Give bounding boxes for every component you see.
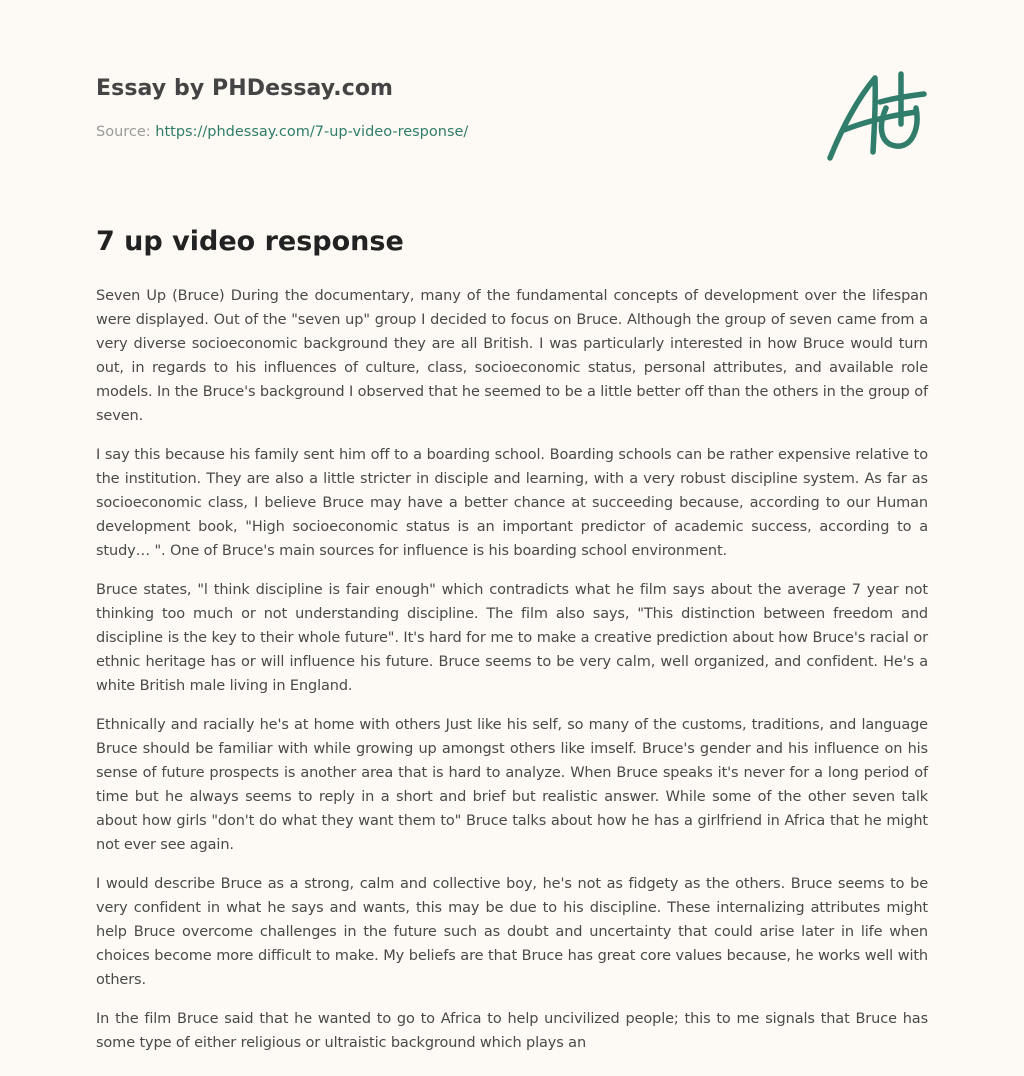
essay-title: 7 up video response	[96, 226, 404, 257]
site-brand: Essay by PHDessay.com	[96, 76, 394, 101]
source-link[interactable]: https://phdessay.com/7-up-video-response/	[155, 124, 469, 140]
essay-paragraph: I would describe Bruce as a strong, calm and collective boy, he's not as fidgety as the others. Bruce seems to be very confident in what he says and wants, this may be due to his discipline. These internalizing attributes might help Bruce overcome challenges in the future such as doubt and uncertainty that could arise later in life when choices become more difficult to make. My beliefs are that Bruce has great core values because, he works well with others.	[96, 876, 928, 988]
essay-paragraph: Bruce states, "l think discipline is fair enough" which contradicts what he film says about the average 7 year not thinking too much or not understanding discipline. The film also says, "This distinction between freedom and discipline is the key to their whole future". It's hard for me to make a creative prediction about how Bruce's racial or ethnic heritage has or will influence his future. Bruce seems to be very calm, well organized, and confident. He's a white British male living in England.	[96, 582, 928, 694]
essay-body	[96, 284, 928, 1070]
essay-paragraph: Ethnically and racially he's at home with others Just like his self, so many of the customs, traditions, and language Bruce should be familiar with while growing up amongst others like imself. Bruce's gender and his influence on his sense of future prospects is another area that is hard to analyze. When Bruce speaks it's never for a long period of time but he always seems to reply in a short and brief but realistic answer. While some of the other seven talk about how girls "don't do what they want them to" Bruce talks about how he has a girlfriend in Africa that he might not ever see again.	[96, 717, 928, 853]
a-plus-grade-icon	[820, 66, 930, 166]
essay-paragraph: I say this because his family sent him off to a boarding school. Boarding schools can be rather expensive relative to the institution. They are also a little stricter in disciple and learning, with a very robust discipline system. As far as socioeconomic class, I believe Bruce may have a better chance at succeeding because, according to our Human development book, "High socioeconomic status is an important predictor of academic success, according to a study… ". One of Bruce's main sources for influence is his boarding school environment.	[96, 447, 928, 559]
source-label: Source:	[96, 124, 151, 140]
source-line	[96, 124, 468, 140]
essay-paragraph: Seven Up (Bruce) During the documentary, many of the fundamental concepts of development over the lifespan were displayed. Out of the "seven up" group I decided to focus on Bruce. Although the group of seven came from a very diverse socioeconomic background they are all British. I was particularly interested in how Bruce would turn out, in regards to his influences of culture, class, socioeconomic status, personal attributes, and available role models. In the Bruce's background I observed that he seemed to be a little better off than the others in the group of seven.	[96, 288, 928, 424]
essay-paragraph: In the film Bruce said that he wanted to go to Africa to help uncivilized people; this to me signals that Bruce has some type of either religious or ultraistic background which plays an	[96, 1011, 928, 1051]
